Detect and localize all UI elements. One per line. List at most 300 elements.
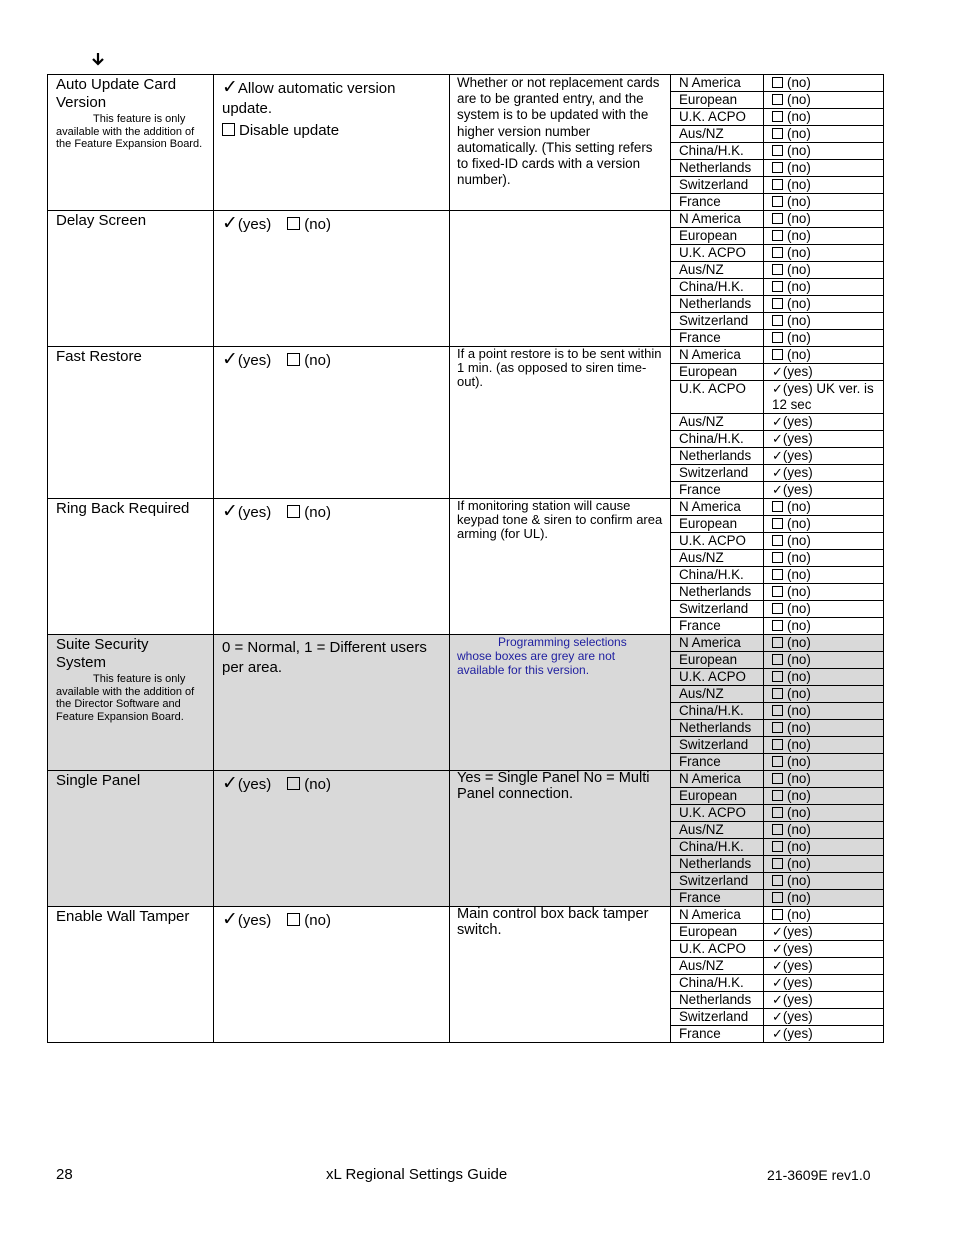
checkbox-icon [772, 739, 783, 750]
region-row [671, 584, 883, 601]
region-name: Netherlands [671, 856, 764, 873]
check-icon[interactable]: ✓ [222, 501, 238, 522]
feature-note-line [56, 126, 205, 139]
region-value-text: (no) [787, 907, 811, 922]
region-row [671, 211, 883, 228]
region-row [671, 567, 883, 584]
region-value [764, 347, 884, 364]
checkbox-icon [772, 875, 783, 886]
checkbox-icon [772, 77, 783, 88]
region-value-text: (no) [787, 720, 811, 735]
region-name: European [671, 924, 764, 941]
region-name: N America [671, 499, 764, 516]
region-value [764, 958, 884, 975]
region-row [671, 228, 883, 245]
feature-note-line [56, 673, 205, 686]
region-name: China/H.K. [671, 143, 764, 160]
region-name: Aus/NZ [671, 550, 764, 567]
region-name: U.K. ACPO [671, 941, 764, 958]
region-name: China/H.K. [671, 431, 764, 448]
checkbox-icon[interactable] [287, 777, 300, 790]
feature-note-text: This feature is only [93, 113, 186, 125]
description-text: If a point restore is to be sent within 1 min. (as opposed to siren time-out). [457, 346, 662, 389]
page-number: 28 [56, 1166, 73, 1183]
region-value [764, 228, 884, 245]
region-name: N America [671, 75, 764, 92]
region-value-text: (no) [787, 601, 811, 616]
region-value [764, 1009, 884, 1026]
region-value-text: (no) [787, 75, 811, 90]
region-row [671, 533, 883, 550]
checkbox-icon [772, 315, 783, 326]
region-name: Netherlands [671, 296, 764, 313]
region-value [764, 330, 884, 347]
region-value-text: (no) [787, 262, 811, 277]
region-value-text: (no) [787, 703, 811, 718]
check-icon: ✓ [772, 364, 783, 379]
regions-cell [671, 635, 884, 771]
region-row [671, 262, 883, 279]
region-value-text: (no) [787, 160, 811, 175]
check-icon[interactable]: ✓ [222, 773, 238, 794]
regions-cell [671, 907, 884, 1043]
region-value [764, 567, 884, 584]
region-row [671, 1026, 883, 1043]
region-value [764, 279, 884, 296]
checkbox-icon[interactable] [287, 913, 300, 926]
checkbox-icon [772, 196, 783, 207]
regions-cell [671, 499, 884, 635]
region-row [671, 1009, 883, 1026]
feature-note-line [56, 711, 205, 724]
region-name: Netherlands [671, 584, 764, 601]
region-value-text: (yes) [782, 975, 813, 990]
region-value [764, 177, 884, 194]
region-value [764, 635, 884, 652]
region-value-text: (no) [787, 194, 811, 209]
options [214, 211, 449, 235]
setting-row-fast-restore [48, 347, 884, 499]
region-row [671, 771, 883, 788]
region-name: Netherlands [671, 160, 764, 177]
description-text [450, 635, 670, 677]
region-row [671, 822, 883, 839]
option-label: Allow automatic version update. [222, 80, 396, 117]
region-value-text: (no) [787, 584, 811, 599]
region-value [764, 448, 884, 465]
feature-note-line [56, 698, 205, 711]
region-value-text: (no) [787, 771, 811, 786]
checkbox-icon [772, 145, 783, 156]
region-value [764, 194, 884, 211]
region-value [764, 720, 884, 737]
region-row [671, 347, 883, 364]
description-text: Whether or not replacement cards are to be granted entry, and the system is to be updated with the higher version number automatically. (This setting refers to fixed-ID cards with a version number). [457, 75, 660, 188]
region-value [764, 364, 884, 381]
region-name: U.K. ACPO [671, 669, 764, 686]
region-row [671, 516, 883, 533]
region-value [764, 652, 884, 669]
region-name: N America [671, 347, 764, 364]
region-value [764, 601, 884, 618]
region-name: France [671, 1026, 764, 1043]
option-line [222, 78, 441, 119]
region-value [764, 890, 884, 907]
setting-row-auto-update-card-version [48, 75, 884, 211]
checkbox-icon[interactable] [287, 353, 300, 366]
checkbox-icon [772, 858, 783, 869]
checkbox-icon [772, 824, 783, 835]
regions-table [671, 771, 883, 906]
region-name: France [671, 618, 764, 635]
regions-cell [671, 211, 884, 347]
region-name: Aus/NZ [671, 262, 764, 279]
region-row [671, 364, 883, 381]
feature-name [48, 347, 213, 366]
checkbox-icon[interactable] [287, 217, 300, 230]
region-value [764, 941, 884, 958]
region-name: N America [671, 211, 764, 228]
feature-note-text: This feature is only [93, 673, 186, 685]
checkbox-icon [772, 620, 783, 631]
region-row [671, 601, 883, 618]
options-cell [214, 211, 450, 347]
options-cell [214, 771, 450, 907]
feature-note-line [56, 686, 205, 699]
options [214, 499, 449, 523]
region-value [764, 465, 884, 482]
checkbox-icon [772, 501, 783, 512]
region-value-text: (no) [787, 822, 811, 837]
document-id: 21-3609E rev1.0 [767, 1167, 871, 1183]
region-value-text: (no) [787, 533, 811, 548]
region-row [671, 992, 883, 1009]
region-value-text: (yes) UK ver. is 12 sec [772, 381, 874, 412]
region-name: U.K. ACPO [671, 109, 764, 126]
region-name: Switzerland [671, 177, 764, 194]
region-name: France [671, 754, 764, 771]
region-name: N America [671, 635, 764, 652]
feature-cell [48, 635, 214, 771]
checkbox-icon [772, 790, 783, 801]
region-row [671, 873, 883, 890]
check-icon: ✓ [772, 924, 783, 939]
feature-note-text: available with the addition of [56, 125, 195, 138]
region-value [764, 975, 884, 992]
check-icon: ✓ [772, 992, 783, 1007]
checkbox-icon [772, 230, 783, 241]
region-row [671, 754, 883, 771]
region-value [764, 873, 884, 890]
region-value-text: (no) [787, 635, 811, 650]
check-icon: ✓ [772, 975, 783, 990]
options-cell [214, 499, 450, 635]
region-name: China/H.K. [671, 567, 764, 584]
region-value-text: (no) [787, 347, 811, 362]
region-value-text: (no) [787, 516, 811, 531]
region-name: Netherlands [671, 720, 764, 737]
region-row [671, 245, 883, 262]
description-cell [450, 75, 671, 211]
region-name: Netherlands [671, 448, 764, 465]
no-option-label: (no) [304, 216, 331, 233]
region-name: European [671, 788, 764, 805]
checkbox-icon [772, 909, 783, 920]
region-value-text: (no) [787, 279, 811, 294]
region-value-text: (no) [787, 890, 811, 905]
feature-name-line: System [56, 654, 107, 671]
description-text: Yes = Single Panel No = Multi Panel connection. [457, 770, 650, 802]
region-row [671, 465, 883, 482]
feature-name [48, 771, 213, 790]
checkbox-icon [772, 688, 783, 699]
regions-cell [671, 347, 884, 499]
checkbox-icon [772, 349, 783, 360]
region-row [671, 890, 883, 907]
region-value [764, 143, 884, 160]
region-name: European [671, 652, 764, 669]
region-value [764, 839, 884, 856]
setting-row-enable-wall-tamper [48, 907, 884, 1043]
region-row [671, 414, 883, 431]
region-row [671, 160, 883, 177]
region-name: Aus/NZ [671, 822, 764, 839]
region-name: France [671, 890, 764, 907]
description-cell [450, 499, 671, 635]
feature-cell [48, 499, 214, 635]
options-cell [214, 75, 450, 211]
region-row [671, 143, 883, 160]
region-value-text: (no) [787, 143, 811, 158]
region-row [671, 856, 883, 873]
region-value-text: (yes) [782, 992, 813, 1007]
region-row [671, 669, 883, 686]
region-value-text: (yes) [782, 1009, 813, 1024]
region-value-text: (no) [787, 805, 811, 820]
yes-option-label: (yes) [237, 912, 272, 929]
setting-row-ring-back-required [48, 499, 884, 635]
region-value-text: (yes) [782, 414, 813, 429]
region-name: France [671, 482, 764, 499]
feature-name-line: Fast Restore [56, 348, 142, 365]
region-value-text: (no) [787, 839, 811, 854]
checkbox-icon [772, 281, 783, 292]
regions-cell [671, 771, 884, 907]
options [214, 771, 449, 795]
region-name: China/H.K. [671, 279, 764, 296]
region-value-text: (no) [787, 92, 811, 107]
regions-table [671, 211, 883, 346]
feature-cell [48, 75, 214, 211]
region-value [764, 160, 884, 177]
region-value-text: (no) [787, 567, 811, 582]
check-icon: ✓ [772, 448, 783, 463]
feature-name-line: Delay Screen [56, 212, 147, 229]
feature-name [48, 211, 213, 230]
feature-note [48, 112, 213, 151]
region-value [764, 431, 884, 448]
checkbox-icon [772, 892, 783, 903]
feature-name [48, 907, 213, 926]
region-value [764, 414, 884, 431]
checkbox-icon [772, 518, 783, 529]
check-icon: ✓ [772, 414, 783, 429]
region-value [764, 482, 884, 499]
region-value [764, 669, 884, 686]
checkbox-icon [772, 586, 783, 597]
checkbox-icon [772, 569, 783, 580]
region-value [764, 516, 884, 533]
region-value-text: (no) [787, 228, 811, 243]
feature-name-line: Single Panel [56, 772, 141, 789]
check-icon: ✓ [772, 431, 783, 446]
description-text: If monitoring station will cause keypad tone & siren to confirm area arming (for UL). [457, 498, 663, 541]
checkbox-icon [772, 756, 783, 767]
feature-note-line [56, 113, 205, 126]
options [214, 75, 449, 141]
region-row [671, 448, 883, 465]
region-value-text: (yes) [782, 465, 813, 480]
region-row [671, 75, 883, 92]
feature-name-line: Auto Update Card [56, 76, 177, 93]
region-value [764, 788, 884, 805]
no-option-label: (no) [304, 352, 331, 369]
regions-cell [671, 75, 884, 211]
region-name: U.K. ACPO [671, 245, 764, 262]
region-name: Switzerland [671, 1009, 764, 1026]
regions-table [671, 635, 883, 770]
checkbox-icon [772, 552, 783, 563]
feature-cell [48, 907, 214, 1043]
description-cell [450, 347, 671, 499]
feature-name-line: Suite Security [56, 636, 149, 653]
region-value-text: (no) [787, 499, 811, 514]
region-name: Aus/NZ [671, 414, 764, 431]
check-icon: ✓ [772, 941, 783, 956]
region-row [671, 279, 883, 296]
region-row [671, 109, 883, 126]
description-body: Programming selections whose boxes are grey are not available for this version. [457, 635, 627, 677]
region-value-text: (no) [787, 313, 811, 328]
region-value-text: (no) [787, 330, 811, 345]
region-value [764, 296, 884, 313]
region-row [671, 296, 883, 313]
feature-cell [48, 771, 214, 907]
feature-name-line: Enable Wall Tamper [56, 908, 190, 925]
region-value [764, 92, 884, 109]
region-row [671, 126, 883, 143]
region-value [764, 992, 884, 1009]
region-value-text: (no) [787, 550, 811, 565]
no-option-label: (no) [304, 776, 331, 793]
region-row [671, 958, 883, 975]
regions-table [671, 347, 883, 498]
region-value [764, 686, 884, 703]
region-row [671, 194, 883, 211]
region-value [764, 703, 884, 720]
description-cell [450, 907, 671, 1043]
feature-name-line: Ring Back Required [56, 500, 190, 517]
option-label: Disable update [239, 122, 340, 139]
check-icon[interactable]: ✓ [222, 909, 238, 930]
checkbox-icon [772, 179, 783, 190]
checkbox-icon [772, 247, 783, 258]
region-name: Netherlands [671, 992, 764, 1009]
checkbox-icon [772, 705, 783, 716]
region-name: European [671, 228, 764, 245]
check-icon[interactable]: ✓ [222, 213, 238, 234]
options-cell [214, 635, 450, 771]
region-row [671, 635, 883, 652]
feature-note-line [56, 138, 205, 151]
region-value [764, 907, 884, 924]
yes-option-label: (yes) [237, 352, 272, 369]
feature-name-line: Version [56, 94, 107, 111]
region-row [671, 907, 883, 924]
region-name: China/H.K. [671, 839, 764, 856]
checkbox-icon[interactable] [287, 505, 300, 518]
region-name: European [671, 92, 764, 109]
region-value [764, 75, 884, 92]
guide-title: xL Regional Settings Guide [326, 1166, 508, 1183]
region-value-text: (no) [787, 126, 811, 141]
region-name: U.K. ACPO [671, 533, 764, 550]
region-name: U.K. ACPO [671, 805, 764, 822]
feature-name [48, 499, 213, 518]
checkbox-icon[interactable] [222, 123, 235, 136]
region-value [764, 737, 884, 754]
region-row [671, 431, 883, 448]
feature-cell [48, 347, 214, 499]
region-value-text: (no) [787, 296, 811, 311]
check-icon[interactable]: ✓ [222, 77, 238, 98]
region-value [764, 924, 884, 941]
checkbox-icon [772, 111, 783, 122]
check-icon: ✓ [772, 1009, 783, 1024]
region-row [671, 737, 883, 754]
region-name: Aus/NZ [671, 686, 764, 703]
region-row [671, 839, 883, 856]
region-name: China/H.K. [671, 975, 764, 992]
region-value [764, 211, 884, 228]
region-name: N America [671, 907, 764, 924]
region-value [764, 618, 884, 635]
region-value [764, 126, 884, 143]
region-name: Aus/NZ [671, 126, 764, 143]
region-value [764, 313, 884, 330]
yes-option-label: (yes) [237, 504, 272, 521]
region-value [764, 771, 884, 788]
region-value [764, 533, 884, 550]
region-value-text: (yes) [782, 1026, 813, 1041]
region-value-text: (no) [787, 737, 811, 752]
region-value-text: (no) [787, 211, 811, 226]
check-icon[interactable]: ✓ [222, 349, 238, 370]
region-row [671, 330, 883, 347]
region-value-text: (no) [787, 856, 811, 871]
regions-table [671, 499, 883, 634]
checkbox-icon [772, 773, 783, 784]
region-value-text: (no) [787, 873, 811, 888]
checkbox-icon [772, 637, 783, 648]
region-name: France [671, 330, 764, 347]
region-row [671, 924, 883, 941]
region-name: Switzerland [671, 737, 764, 754]
checkbox-icon [772, 94, 783, 105]
region-name: European [671, 364, 764, 381]
region-value-text: (no) [787, 754, 811, 769]
option-line [222, 121, 441, 141]
